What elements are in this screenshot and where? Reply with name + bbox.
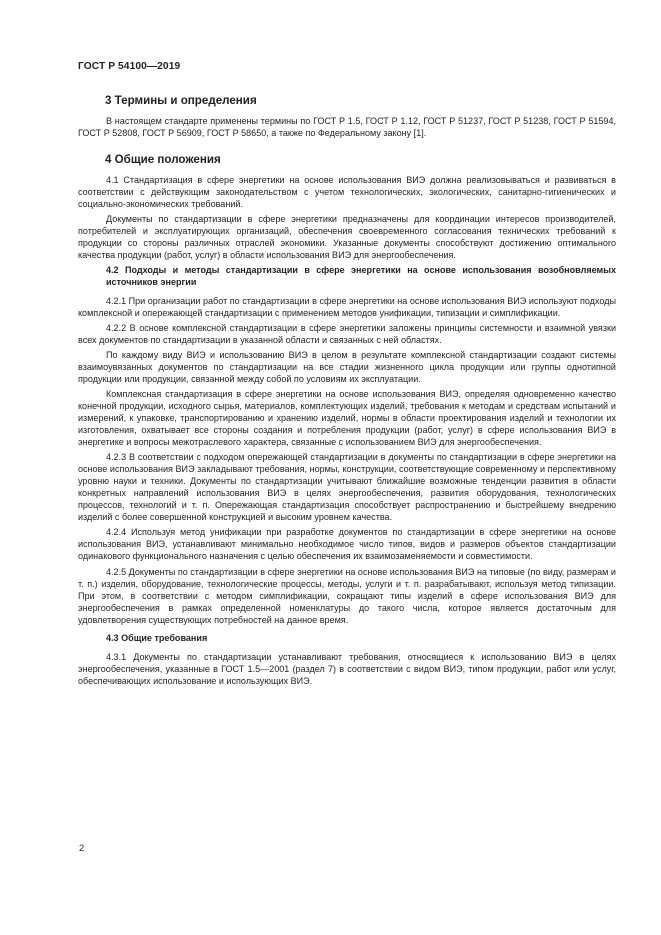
document-code-header: ГОСТ Р 54100—2019 bbox=[78, 61, 181, 72]
paragraph-4-2-5: 4.2.5 Документы по стандартизации в сфере энергетики на основе использования ВИЭ на типовые (по виду, размерам и т. п.) изделия, оборудование, технологические процессы, методы, услуги и т. п. разрабатывают, используя метод типизации. При этом, в соответствии с методом симплификации, сокращают типы изделий в сфере использования ВИЭ для энергообеспечения в рамках определенной номенклатуры до такого числа, которое является достаточным для удовлетворения существующих потребностей на данное время. bbox=[78, 566, 616, 625]
subsection-4-3-heading: 4.3 Общие требования bbox=[106, 632, 208, 643]
paragraph-4-2-2-b: По каждому виду ВИЭ и использованию ВИЭ в целом в результате комплексной стандартизации создают системы взаимоувязанных документов по стандартизации на все стадии жизненного цикла продукции или группы однотипной продукции или продукции, связанной между собой по условиям их эксплуатации. bbox=[78, 349, 616, 384]
paragraph-4-1: 4.1 Стандартизация в сфере энергетики на основе использования ВИЭ должна реализовываться и развиваться в соответствии с действующим законодательством с учетом технологических, экологических, санитарно-гигиенических и социально-экономических требований. bbox=[78, 175, 616, 210]
section-4-heading: 4 Общие положения bbox=[105, 153, 221, 167]
paragraph-4-2-2: 4.2.2 В основе комплексной стандартизации в сфере энергетики заложены принципы системности и взаимной увязки всех документов по стандартизации в указанной области и связанных с ней областях. bbox=[78, 322, 616, 345]
page-number: 2 bbox=[79, 843, 85, 853]
paragraph-4-1-continued: Документы по стандартизации в сфере энергетики предназначены для координации интересов производителей, потребителей и эксплуатирующих организаций, обеспечения своевременного согласования технических требований к продукции со стороны различных отраслей экономики. Указанные документы способствуют достижению оптимального качества продукции (работ, услуг) в области использования ВИЭ для энергообеспечения. bbox=[78, 214, 616, 261]
paragraph-4-2-1: 4.2.1 При организации работ по стандартизации в сфере энергетики на основе использования ВИЭ используют подходы комплексной и опережающей стандартизации с применением методов унификации, типизации и симплификации. bbox=[78, 295, 616, 318]
section-3-paragraph: В настоящем стандарте применены термины по ГОСТ Р 1.5, ГОСТ Р 1.12, ГОСТ Р 51237, ГОСТ Р 51238, ГОСТ Р 51594, ГОСТ Р 52808, ГОСТ Р 56909, ГОСТ Р 58650, а также по Федеральному закону [1]. bbox=[78, 116, 616, 139]
section-3-heading: 3 Термины и определения bbox=[105, 94, 257, 107]
subsection-4-2-heading: 4.2 Подходы и методы стандартизации в сфере энергетики на основе использования возобновляемых источников энергии bbox=[106, 265, 616, 288]
paragraph-4-2-2-c: Комплексная стандартизация в сфере энергетики на основе использования ВИЭ, определяя одновременно качество конечной продукции, исходного сырья, материалов, комплектующих изделий, требования к методам и средствам испытаний и измерений, к упаковке, транспортированию и хранению изделий, нормы в области проектирования изделий и технологии их изготовления, охватывает все стороны создания и потребления продукции (работ, услуг) в сфере использования ВИЭ в энергетике и вопросы межотраслевого характера, связанные с использованием ВИЭ для энергообеспечения. bbox=[78, 388, 616, 448]
page-body bbox=[78, 90, 616, 690]
paragraph-4-2-4: 4.2.4 Используя метод унификации при разработке документов по стандартизации в сфере энергетики на основе использования ВИЭ, устанавливают минимально необходимое число типов, видов и размеров объектов стандартизации одинакового функционального назначения с целью обеспечения их взаимозаменяемости и совместимости. bbox=[78, 527, 616, 562]
paragraph-4-2-3: 4.2.3 В соответствии с подходом опережающей стандартизации в документы по стандартизации в сфере энергетики на основе использования ВИЭ закладывают требования, нормы, конструкции, соответствующие современному и перспективному уровню науки и техники. Документы по стандартизации учитывают ближайшие возможные тенденции развития в области конкретных направлений использования ВИЭ в целях энергообеспечения, развития оборудования, технологических процессов, технологий и т. п. Опережающая стандартизация способствует распространению и быстрейшему внедрению изделий с более совершенной конструкцией и высоким уровнем качества. bbox=[78, 452, 616, 523]
paragraph-4-3-1: 4.3.1 Документы по стандартизации устанавливают требования, относящиеся к использованию ВИЭ в целях энергообеспечения, указанные в ГОСТ 1.5—2001 (раздел 7) в соответствии с видом ВИЭ, типом продукции, работ или услуг, обеспечивающих использование и использующих ВИЭ. bbox=[78, 651, 616, 686]
